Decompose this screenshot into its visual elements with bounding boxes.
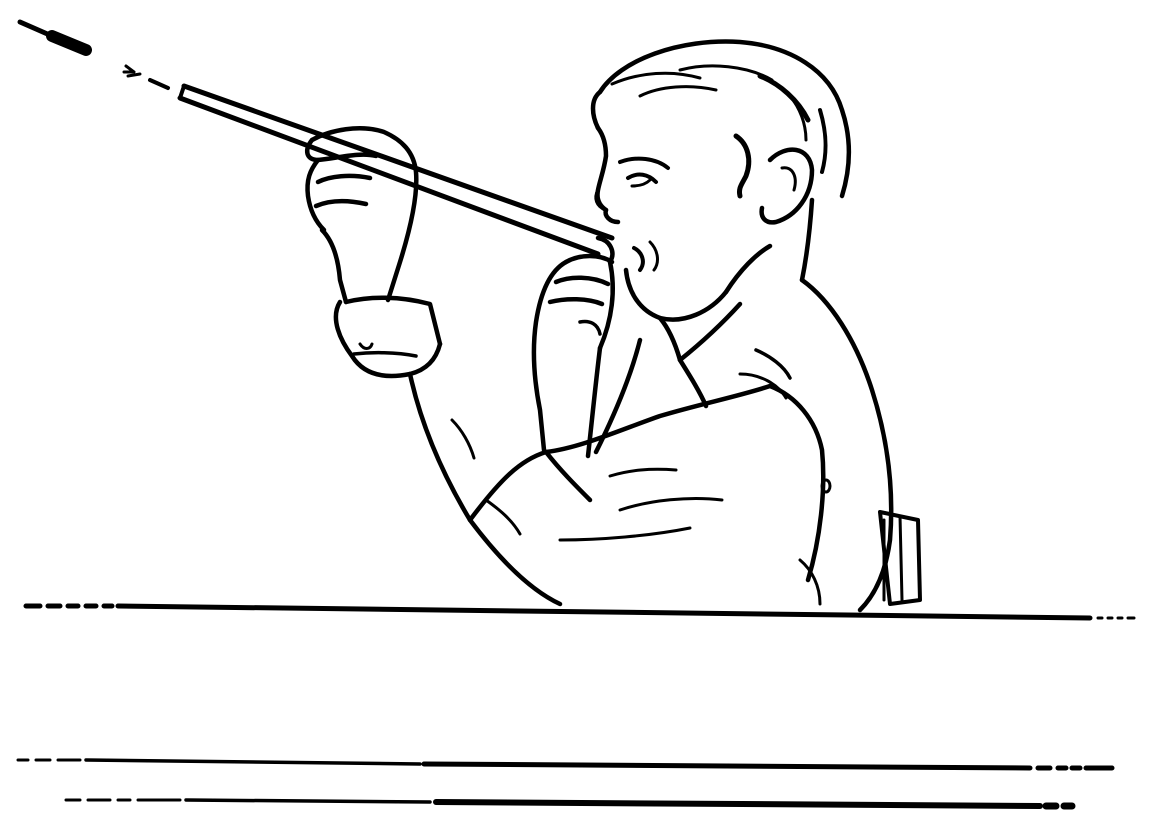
- mouth-hand: [534, 238, 613, 450]
- flying-dart: [20, 22, 168, 88]
- shirt: [452, 280, 891, 610]
- blowpipe: [180, 86, 612, 254]
- desk-lines: [18, 606, 1134, 806]
- front-hand: [307, 128, 416, 302]
- raised-sleeve: [336, 298, 546, 520]
- boy-head: [593, 42, 849, 320]
- chair-back: [880, 512, 920, 604]
